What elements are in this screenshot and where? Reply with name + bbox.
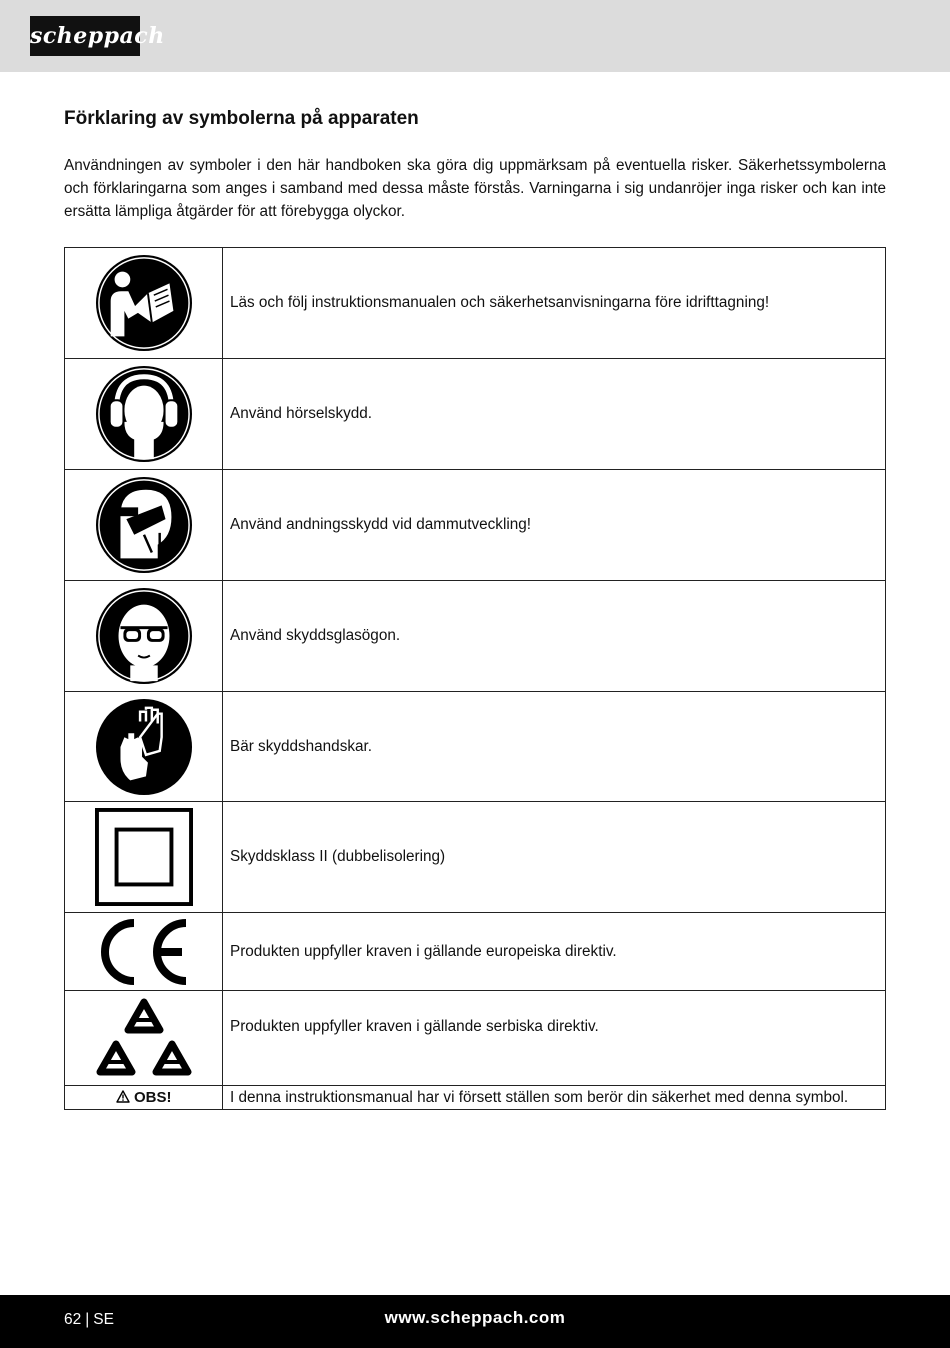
table-row — [65, 248, 886, 359]
symbol-description: Använd andningsskydd vid dammutveckling! — [223, 470, 886, 581]
page-number-area: 62 | SE — [64, 1311, 114, 1328]
read-manual-icon — [65, 254, 222, 352]
symbol-description: I denna instruktionsmanual har vi försett ställen som berör din säkerhet med denna symbol. — [223, 1086, 886, 1110]
hearing-protection-icon — [65, 365, 222, 463]
scheppach-logo: scheppach — [30, 16, 140, 56]
table-row — [65, 1086, 886, 1110]
page-header — [0, 0, 950, 72]
table-row — [65, 802, 886, 913]
icon-cell — [65, 1086, 223, 1110]
respiratory-protection-icon — [65, 476, 222, 574]
table-row — [65, 359, 886, 470]
language-code: SE — [93, 1311, 114, 1328]
icon-cell — [65, 470, 223, 581]
icon-cell — [65, 248, 223, 359]
ce-mark-icon — [65, 917, 222, 987]
table-row — [65, 692, 886, 802]
icon-cell — [65, 913, 223, 991]
intro-paragraph: Användningen av symboler i den här handboken ska göra dig uppmärksam på eventuella risker. Säkerhetssymbolerna och förklaringarna som anges i samband med dessa måste förstås. Varningarna i sig undanröjer inga risker och kan inte ersätta lämpliga åtgärder för att förebygga olyckor. — [64, 157, 886, 220]
symbol-description: Bär skyddshandskar. — [223, 692, 886, 802]
icon-cell — [65, 692, 223, 802]
symbol-description: Läs och följ instruktionsmanualen och säkerhetsanvisningarna före idrifttagning! — [223, 248, 886, 359]
symbol-description: Skyddsklass II (dubbelisolering) — [223, 802, 886, 913]
section-title: Förklaring av symbolerna på apparaten — [64, 108, 419, 129]
icon-cell — [65, 359, 223, 470]
table-row — [65, 913, 886, 991]
page-footer — [0, 1295, 950, 1348]
symbol-description: Produkten uppfyller kraven i gällande serbiska direktiv. — [223, 991, 886, 1086]
table-row — [65, 470, 886, 581]
warning-triangle-icon — [116, 1090, 130, 1103]
icon-cell — [65, 991, 223, 1086]
obs-label: OBS! — [133, 1088, 172, 1106]
symbol-description: Produkten uppfyller kraven i gällande europeiska direktiv. — [223, 913, 886, 991]
icon-cell — [65, 802, 223, 913]
page-number: 62 — [64, 1311, 82, 1328]
website-link[interactable]: www.scheppach.com — [384, 1308, 566, 1327]
protection-class-ii-icon — [65, 808, 222, 906]
serbian-conformity-icon — [65, 996, 222, 1080]
symbol-description: Använd skyddsglasögon. — [223, 581, 886, 692]
table-row — [65, 991, 886, 1086]
symbol-description: Använd hörselskydd. — [223, 359, 886, 470]
symbols-table — [64, 247, 886, 1110]
table-row — [65, 581, 886, 692]
icon-cell — [65, 581, 223, 692]
safety-goggles-icon — [65, 587, 222, 685]
protective-gloves-icon — [65, 698, 222, 796]
